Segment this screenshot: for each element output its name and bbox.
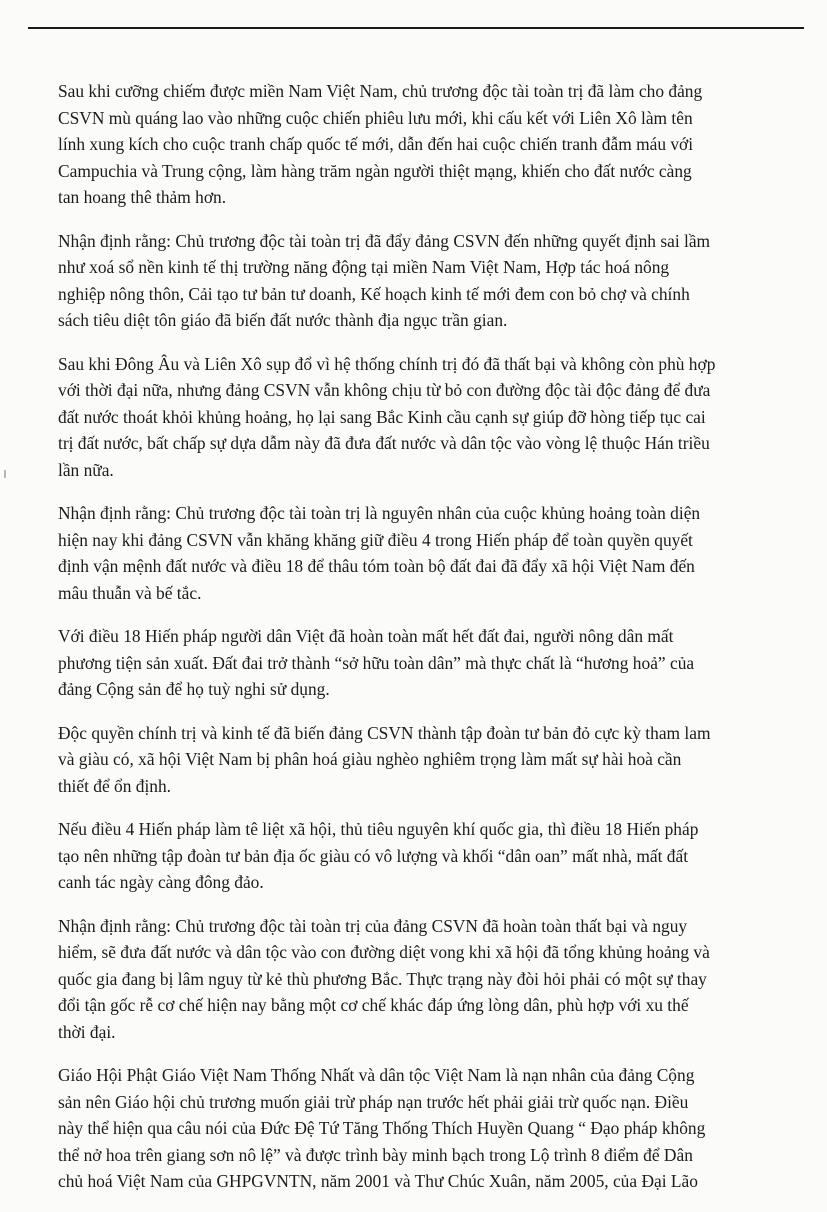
text-line: và giàu có, xã hội Việt Nam bị phân hoá giàu nghèo nghiêm trọng làm mất sự hài hoà cần bbox=[58, 749, 682, 769]
text-line: hiểm, sẽ đưa đất nước và dân tộc vào con đường diệt vong khi xã hội đã tổng khủng hoảng và bbox=[58, 942, 710, 962]
text-line: Độc quyền chính trị và kinh tế đã biến đảng CSVN thành tập đoàn tư bản đỏ cực kỳ tham lam bbox=[58, 722, 711, 743]
text-line: canh tác ngày càng đông đảo. bbox=[58, 872, 264, 892]
text-line: thời đại. bbox=[58, 1021, 116, 1042]
scan-mark bbox=[4, 470, 6, 478]
paragraph bbox=[58, 228, 778, 334]
document-body bbox=[58, 78, 778, 1212]
paragraph bbox=[58, 720, 778, 800]
text-line: quốc gia đang bị lâm nguy từ kẻ thù phương Bắc. Thực trạng này đòi hỏi phải có một sự thay bbox=[58, 968, 707, 989]
text-line: đảng Cộng sản để họ tuỳ nghi sử dụng. bbox=[58, 679, 330, 699]
text-line: sản nên Giáo hội chủ trương muốn giải trừ pháp nạn trước hết phải giải trừ quốc nạn. Điều bbox=[58, 1091, 689, 1112]
text-line: Nếu điều 4 Hiến pháp làm tê liệt xã hội, thủ tiêu nguyên khí quốc gia, thì điều 18 Hiến pháp bbox=[58, 819, 699, 839]
paragraph bbox=[58, 623, 778, 703]
text-line: Nhận định rằng: Chủ trương độc tài toàn trị đã đẩy đảng CSVN đến những quyết định sai lầm bbox=[58, 230, 711, 251]
text-line: lính xung kích cho cuộc tranh chấp quốc tế mới, dẫn đến hai cuộc chiến tranh đẫm máu với bbox=[58, 134, 694, 154]
text-line: CSVN mù quáng lao vào những cuộc chiến phiêu lưu mới, khi cấu kết với Liên Xô làm tên bbox=[58, 107, 693, 128]
text-line: như xoá sổ nền kinh tế thị trường năng động tại miền Nam Việt Nam, Hợp tác hoá nông bbox=[58, 257, 670, 277]
text-line: nghiệp nông thôn, Cải tạo tư bản tư doanh, Kế hoạch kinh tế mới đem con bỏ chợ và chính bbox=[58, 283, 690, 304]
paragraph bbox=[58, 913, 778, 1046]
text-line: thể nở hoa trên giang sơn nô lệ” và được trình bày minh bạch trong Lộ trình 8 điểm để Dân bbox=[58, 1144, 693, 1165]
paragraph bbox=[58, 78, 778, 211]
text-line: hiện nay khi đảng CSVN vẫn khăng khăng giữ điều 4 trong Hiến pháp để toàn quyền quyết bbox=[58, 529, 693, 550]
text-line: Sau khi cưỡng chiếm được miền Nam Việt Nam, chủ trương độc tài toàn trị đã làm cho đảng bbox=[58, 81, 703, 101]
text-line: tan hoang thê thảm hơn. bbox=[58, 187, 227, 207]
paragraph bbox=[58, 500, 778, 606]
text-line: Nhận định rằng: Chủ trương độc tài toàn trị của đảng CSVN đã hoàn toàn thất bại và nguy bbox=[58, 915, 688, 936]
text-line: Giáo Hội Phật Giáo Việt Nam Thống Nhất và dân tộc Việt Nam là nạn nhân của đảng Cộng bbox=[58, 1065, 695, 1085]
text-line: trị đất nước, bất chấp sự dựa dẫm này đã đưa đất nước và dân tộc vào vòng lệ thuộc Hán triều bbox=[58, 433, 710, 453]
text-line: chủ hoá Việt Nam của GHPGVNTN, năm 2001 và Thư Chúc Xuân, năm 2005, của Đại Lão bbox=[58, 1171, 698, 1191]
text-line: thiết để ổn định. bbox=[58, 775, 172, 796]
text-line: lần nữa. bbox=[58, 459, 114, 480]
text-line: Nhận định rằng: Chủ trương độc tài toàn trị là nguyên nhân của cuộc khủng hoảng toàn diện bbox=[58, 503, 701, 523]
paragraph bbox=[58, 351, 778, 484]
text-line: định vận mệnh đất nước và điều 18 để thâu tóm toàn bộ đất đai đã đẩy xã hội Việt Nam đến bbox=[58, 556, 695, 576]
text-line: Sau khi Đông Âu và Liên Xô sụp đổ vì hệ thống chính trị đó đã thất bại và không còn phù hợp bbox=[58, 353, 716, 374]
paragraph bbox=[58, 1062, 778, 1195]
text-line: Campuchia và Trung cộng, làm hàng trăm ngàn người thiệt mạng, khiến cho đất nước càng bbox=[58, 160, 692, 181]
text-line: đất nước thoát khỏi khủng hoảng, họ lại sang Bắc Kinh cầu cạnh sự giúp đỡ hòng tiếp tục cai bbox=[58, 406, 706, 427]
text-line: với thời đại nữa, nhưng đảng CSVN vẫn không chịu từ bỏ con đường độc tài độc đảng để đưa bbox=[58, 380, 711, 400]
text-line: sách tiêu diệt tôn giáo đã biến đất nước thành địa ngục trần gian. bbox=[58, 310, 508, 330]
text-line: đổi tận gốc rễ cơ chế hiện nay bằng một cơ chế khác đáp ứng lòng dân, phù hợp với xu thế bbox=[58, 995, 689, 1015]
top-rule bbox=[28, 27, 804, 29]
text-line: tạo nên những tập đoàn tư bản địa ốc giàu có vô lượng và khối “dân oan” mất nhà, mất đất bbox=[58, 845, 689, 866]
text-line: này thể hiện qua câu nói của Đức Đệ Tứ Tăng Thống Thích Huyền Quang “ Đạo pháp không bbox=[58, 1118, 706, 1138]
text-line: Với điều 18 Hiến pháp người dân Việt đã hoàn toàn mất hết đất đai, người nông dân mất bbox=[58, 626, 674, 646]
paragraph bbox=[58, 816, 778, 896]
text-line: mâu thuẫn và bế tắc. bbox=[58, 582, 202, 603]
text-line: phương tiện sản xuất. Đất đai trở thành “sở hữu toàn dân” mà thực chất là “hương hoả” của bbox=[58, 652, 695, 673]
